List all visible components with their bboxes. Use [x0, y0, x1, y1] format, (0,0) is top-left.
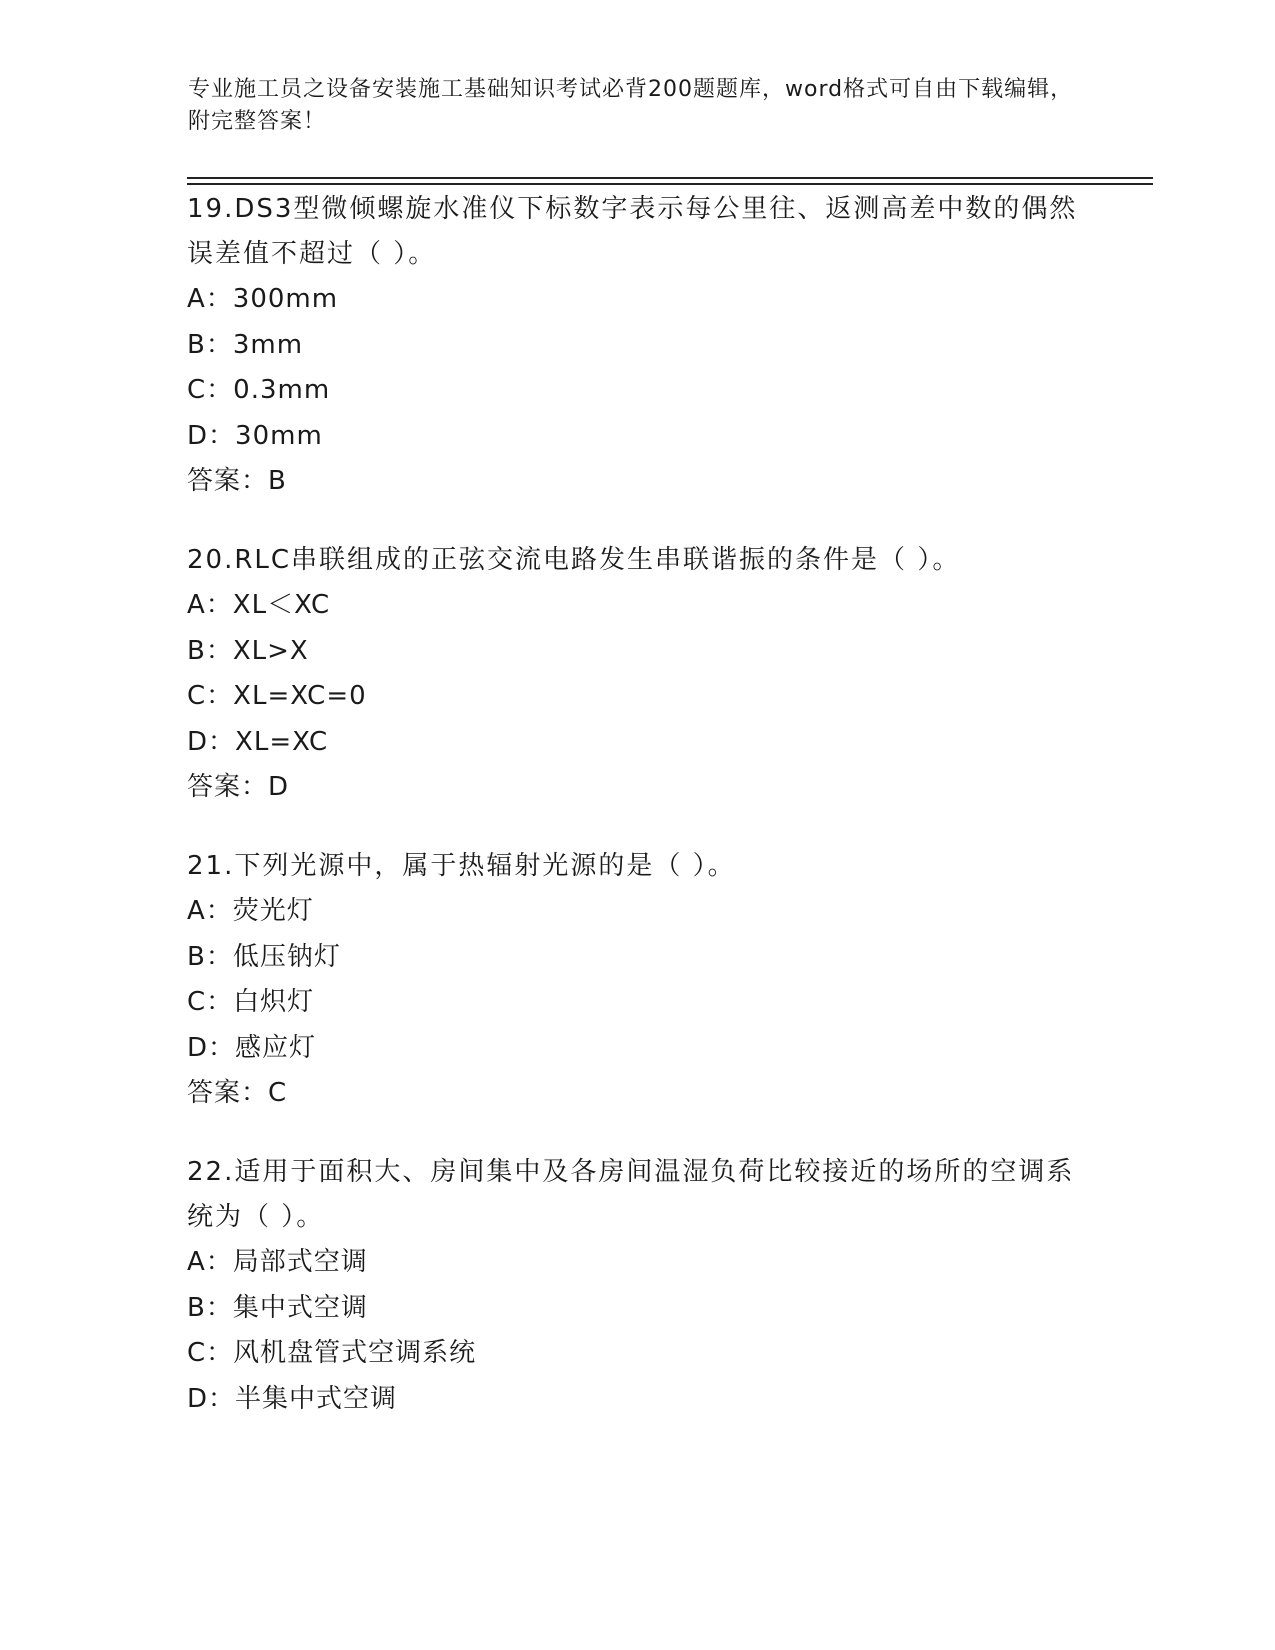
option-letter: A： [187, 896, 233, 926]
answer-label: 答案： [187, 1078, 269, 1108]
option-text: 300mm [232, 284, 339, 314]
option-letter: C： [187, 1338, 234, 1368]
option-c [187, 980, 1087, 1026]
option-b [187, 629, 1087, 675]
option-letter: C： [187, 681, 234, 711]
option-d [187, 1377, 1087, 1423]
option-text: 风机盘管式空调系统 [233, 1338, 477, 1368]
document-header: 专业施工员之设备安装施工基础知识考试必背200题题库，word格式可自由下载编辑，附完整答案！ [188, 77, 1074, 134]
answer-value: B [268, 466, 287, 496]
option-letter: D： [187, 1383, 236, 1414]
question-stem: 21.下列光源中，属于热辐射光源的是（ ）。 [187, 851, 736, 881]
option-text: 白炽灯 [233, 987, 315, 1017]
answer-label: 答案： [187, 772, 269, 802]
option-letter: B： [187, 329, 233, 360]
header-divider-bottom [187, 183, 1153, 185]
option-c [187, 1331, 1087, 1377]
option-letter: A： [187, 590, 233, 620]
option-d [187, 720, 1087, 766]
question-22 [187, 1150, 1087, 1422]
option-letter: C： [187, 375, 234, 405]
option-letter: D： [187, 726, 236, 757]
option-c [187, 368, 1087, 414]
option-a [187, 583, 1087, 629]
option-b [187, 935, 1087, 981]
option-text: XL>X [232, 635, 309, 666]
question-21 [187, 844, 1087, 1115]
option-d [187, 1026, 1087, 1072]
option-letter: A： [187, 284, 233, 314]
question-stem: 22.适用于面积大、房间集中及各房间温湿负荷比较接近的场所的空调系统为（ ）。 [187, 1157, 1075, 1232]
question-stem: 20.RLC串联组成的正弦交流电路发生串联谐振的条件是（ ）。 [187, 545, 961, 575]
answer-value: C [268, 1078, 288, 1108]
option-letter: D： [187, 1032, 236, 1063]
option-text: 3mm [232, 329, 304, 360]
option-text: 荧光灯 [232, 896, 314, 926]
option-text: 半集中式空调 [235, 1383, 398, 1414]
option-a [187, 1240, 1087, 1286]
option-text: 30mm [235, 420, 323, 451]
option-text: 感应灯 [235, 1032, 317, 1063]
option-b [187, 1286, 1087, 1332]
answer-value: D [268, 772, 290, 802]
option-text: 局部式空调 [232, 1247, 368, 1277]
option-text: XL=XC [235, 726, 329, 757]
option-a [187, 889, 1087, 935]
option-text: XL=XC=0 [233, 681, 367, 711]
question-19 [187, 187, 1087, 503]
option-letter: B： [187, 635, 233, 666]
question-20 [187, 538, 1087, 809]
option-letter: C： [187, 987, 234, 1017]
option-letter: A： [187, 1247, 233, 1277]
option-a [187, 277, 1087, 323]
option-text: 集中式空调 [232, 1292, 368, 1323]
option-letter: B： [187, 941, 233, 972]
answer-line [187, 1071, 1087, 1115]
option-text: XL＜XC [232, 590, 331, 620]
answer-line [187, 765, 1087, 809]
option-d [187, 414, 1087, 460]
option-letter: D： [187, 420, 236, 451]
option-c [187, 674, 1087, 720]
question-stem: 19.DS3型微倾螺旋水准仪下标数字表示每公里往、返测高差中数的偶然误差值不超过（ ）。 [187, 194, 1078, 269]
answer-label: 答案： [187, 466, 269, 496]
option-text: 低压钠灯 [232, 941, 341, 972]
option-letter: B： [187, 1292, 233, 1323]
answer-line [187, 459, 1087, 503]
option-text: 0.3mm [233, 375, 331, 405]
option-b [187, 323, 1087, 369]
header-divider-top [187, 177, 1153, 179]
